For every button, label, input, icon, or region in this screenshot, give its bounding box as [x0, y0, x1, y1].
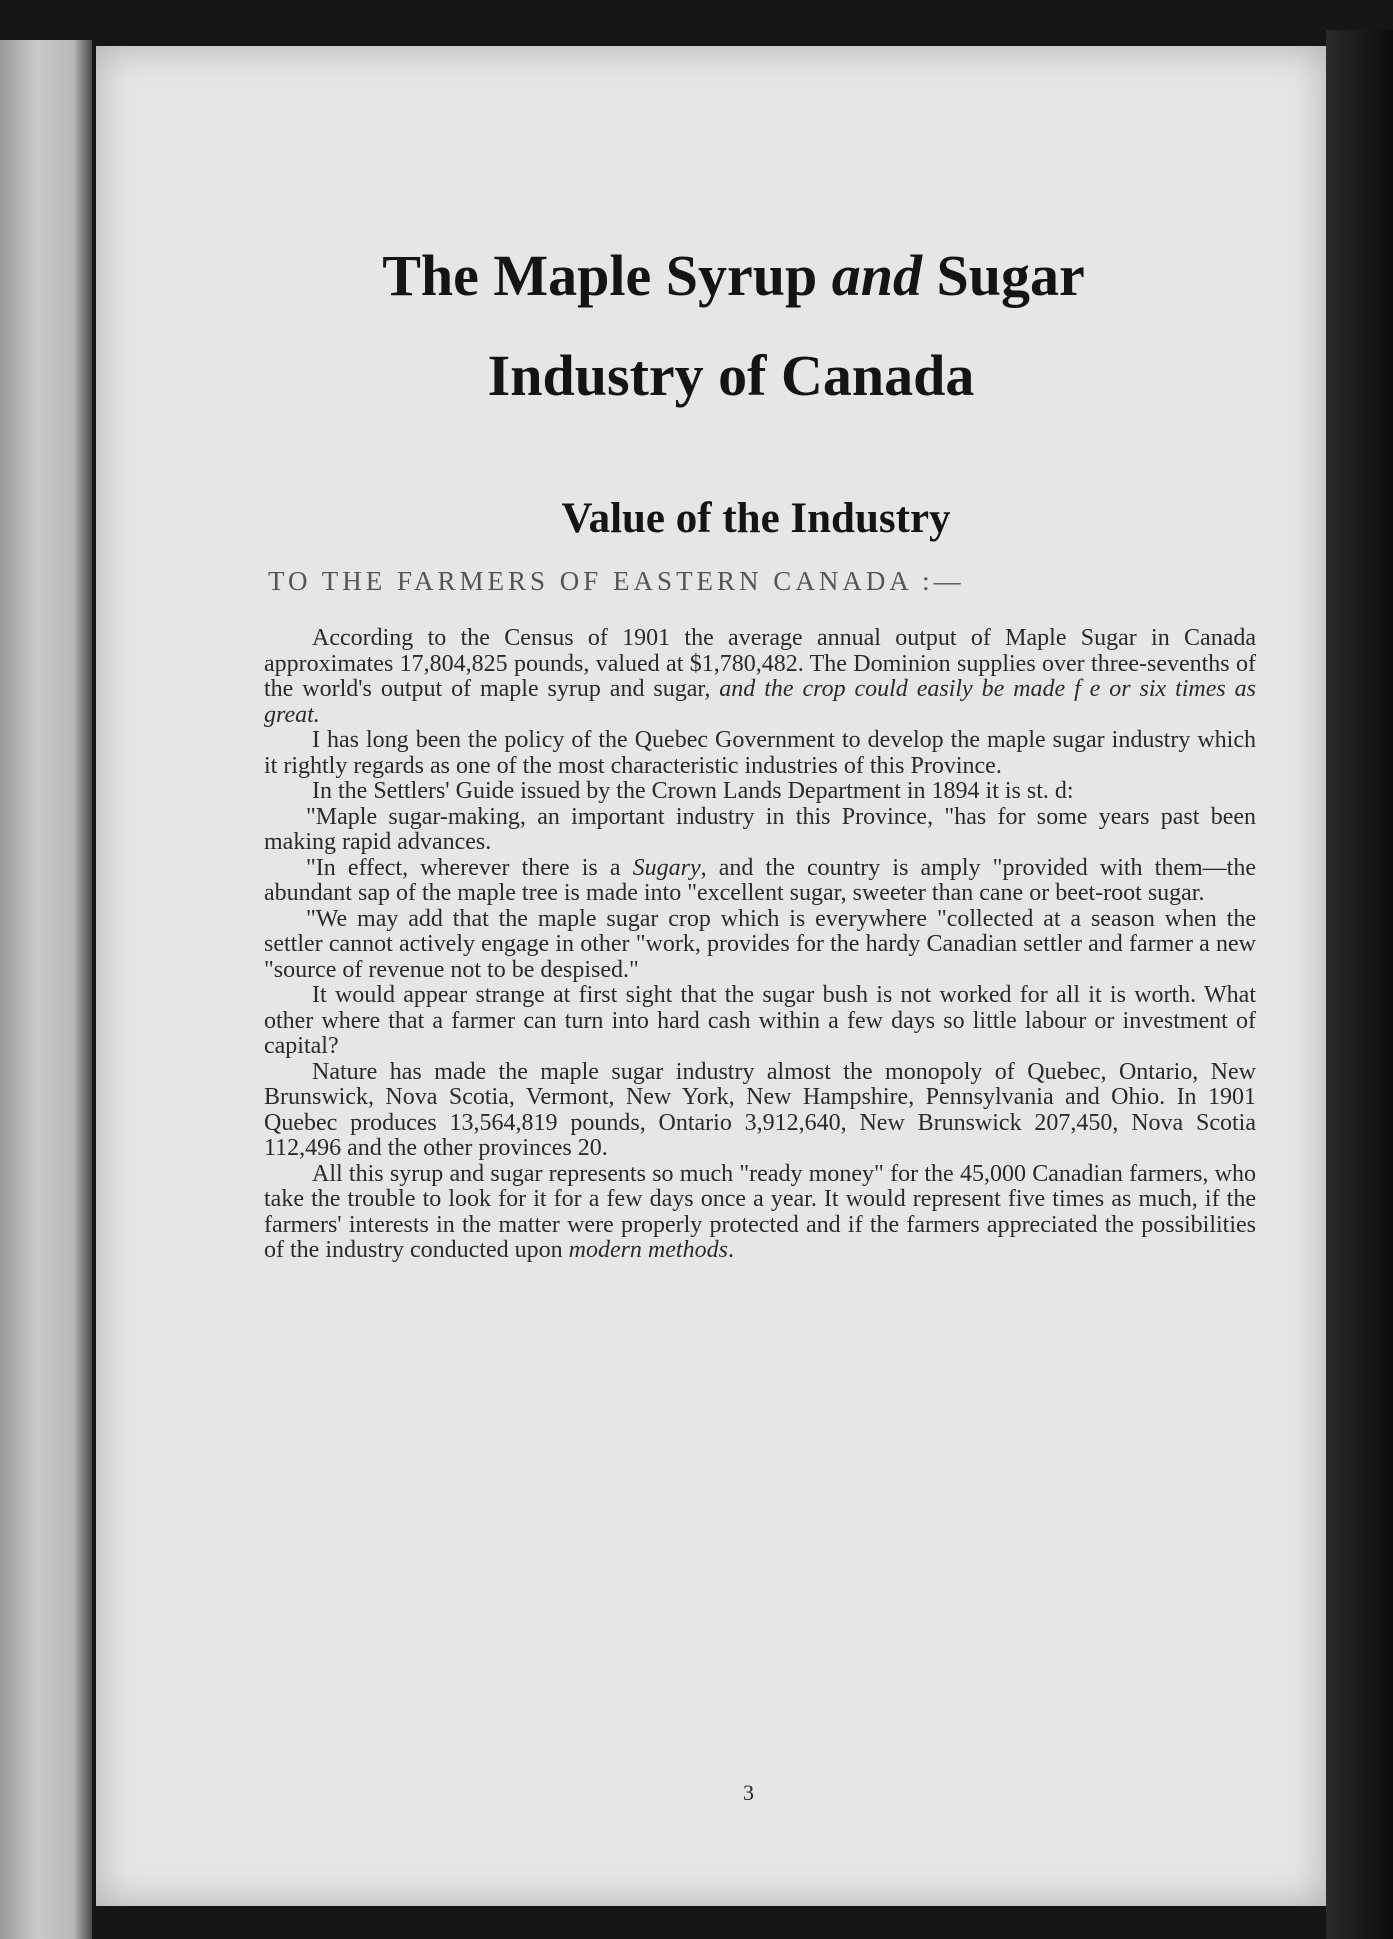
- salutation: TO THE FARMERS OF EASTERN CANADA :—: [268, 566, 965, 596]
- paragraph-sugar-bush: It would appear strange at first sight that the sugar bush is not worked for all it is worth. What other where that a farmer can turn into hard cash within a few days so little labour or investment of capital?: [264, 982, 1256, 1059]
- section-heading: Value of the Industry: [561, 494, 951, 542]
- paragraph-ready-money: All this syrup and sugar represents so much "ready money" for the 45,000 Canadian farmers, who take the trouble to look for it for a few days once a year. It would represent five times as much, if the farmers' interests in the matter were properly protected and if the farmers appreciated the possibilities of the industry conducted upon modern methods.: [264, 1160, 1256, 1263]
- document-title-line-1: The Maple Syrup and Sugar: [382, 243, 1085, 308]
- quote-paragraph-3: "We may add that the maple sugar crop which is everywhere "collected at a season when the settler cannot actively engage in other "work, provides for the hardy Canadian settler and farmer a new "source of revenue not to be despised.": [264, 905, 1256, 983]
- quote-paragraph-2: "In effect, wherever there is a Sugary, and the country is amply "provided with them—the abundant sap of the maple tree is made into "excellent sugar, sweeter than cane or beet-root sugar.: [264, 854, 1256, 906]
- document-title-line-2: Industry of Canada: [487, 343, 975, 408]
- title-italic-word: and: [831, 243, 923, 308]
- paragraph-policy: I has long been the policy of the Quebec Government to develop the maple sugar industry which it rightly regards as one of the most characteristic industries of this Province.: [264, 727, 1256, 779]
- scan-background-edge: [1326, 30, 1393, 1939]
- paragraph-monopoly: Nature has made the maple sugar industry almost the monopoly of Quebec, Ontario, New Brunswick, Nova Scotia, Vermont, New York, New Hampshire, Pennsylvania and Ohio. In 1901 Quebec produces 13,564,819 pounds, Ontario 3,912,640, New Brunswick 207,450, Nova Scotia 112,496 and the other provinces 20.: [264, 1058, 1256, 1161]
- document-page: [96, 46, 1326, 1906]
- page-number: 3: [743, 1780, 754, 1805]
- quote-paragraph-1: "Maple sugar-making, an important industry in this Province, "has for some years past been making rapid advances.: [264, 803, 1256, 855]
- body-text: [264, 626, 1256, 1264]
- paragraph-census: According to the Census of 1901 the average annual output of Maple Sugar in Canada approximates 17,804,825 pounds, valued at $1,780,482. The Dominion supplies over three-sevenths of the world's output of maple syrup and sugar, and the crop could easily be made f e or six times as great.: [264, 625, 1257, 728]
- paragraph-settlers-guide: In the Settlers' Guide issued by the Crown Lands Department in 1894 it is st. d:: [312, 778, 1074, 804]
- facing-page-edge: [0, 40, 92, 1939]
